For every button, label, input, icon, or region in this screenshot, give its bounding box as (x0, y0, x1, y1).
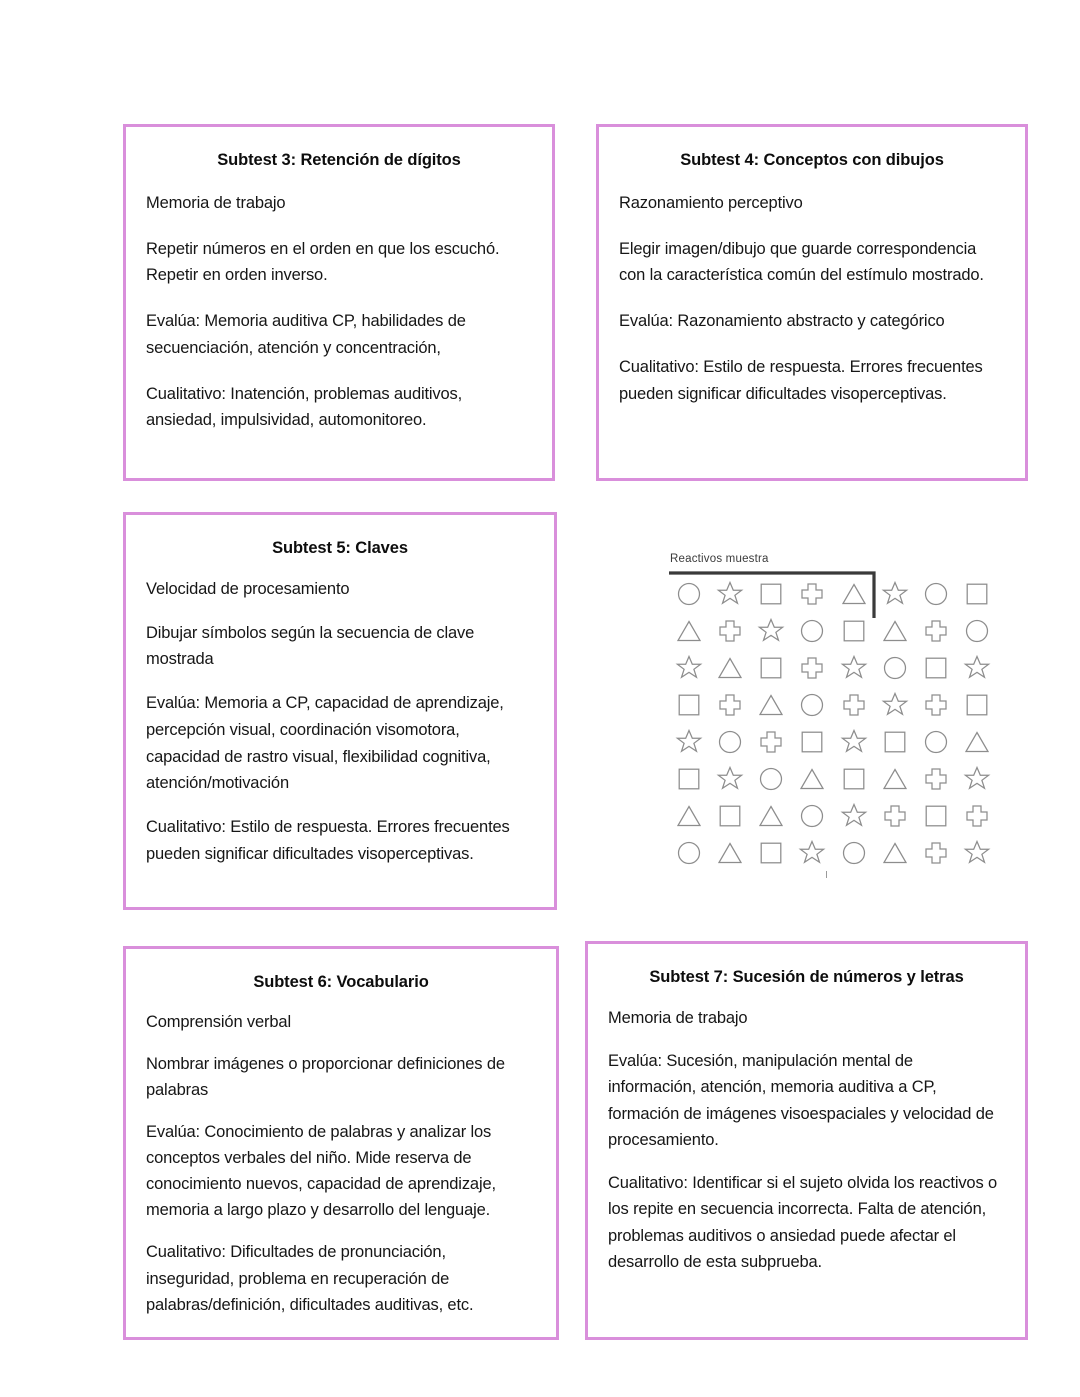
subtest-7-paragraph-1: Memoria de trabajo (608, 1009, 748, 1027)
star-icon (709, 765, 750, 792)
circle-icon (916, 581, 957, 607)
circle-icon (668, 840, 709, 866)
square-icon (957, 581, 998, 607)
cross-icon (916, 692, 957, 718)
subtest-card-3 (123, 124, 555, 481)
star-icon (751, 617, 792, 644)
star-icon (833, 728, 874, 755)
subtest-card-4 (596, 124, 1028, 481)
square-icon (916, 655, 957, 681)
subtest-6-paragraph-3: Evalúa: Conocimiento de palabras y analizar los conceptos verbales del niño. Mide reserva de conocimiento nuevos, capacidad de aprendizaje, memoria a largo plazo y desarrollo del lenguaje. (146, 1123, 496, 1220)
square-icon (709, 803, 750, 829)
cross-icon (874, 803, 915, 829)
subtest-3-paragraph-3: Evalúa: Memoria auditiva CP, habilidades de secuenciación, atención y concentración, (146, 312, 466, 357)
square-icon (916, 803, 957, 829)
cross-icon (957, 803, 998, 829)
symbol-row (668, 649, 998, 686)
triangle-icon (874, 840, 915, 866)
star-icon (957, 839, 998, 866)
triangle-icon (792, 766, 833, 792)
star-icon (957, 654, 998, 681)
star-icon (668, 728, 709, 755)
subtest-3-paragraph-4: Cualitativo: Inatención, problemas auditivos, ansiedad, impulsividad, automonitoreo. (146, 384, 463, 430)
star-icon (874, 691, 915, 718)
triangle-icon (874, 766, 915, 792)
cross-icon (792, 655, 833, 681)
subtest-card-7 (585, 941, 1028, 1340)
grid-tick-mark (826, 871, 827, 878)
cross-icon (916, 840, 957, 866)
subtest-4-paragraph-3: Evalúa: Razonamiento abstracto y categórico (619, 312, 945, 331)
triangle-icon (668, 618, 709, 644)
subtest-3-paragraph-2: Repetir números en el orden en que los escuchó. Repetir en orden inverso. (146, 239, 500, 285)
square-icon (751, 655, 792, 681)
triangle-icon (709, 840, 750, 866)
star-icon (792, 839, 833, 866)
subtest-3-paragraph-1: Memoria de trabajo (146, 194, 286, 212)
circle-icon (792, 692, 833, 718)
subtest-5-title: Subtest 5: Claves (272, 539, 408, 557)
subtest-4-title: Subtest 4: Conceptos con dibujos (680, 151, 944, 169)
triangle-icon (668, 803, 709, 829)
symbol-row (668, 723, 998, 760)
star-icon (833, 654, 874, 681)
triangle-icon (751, 692, 792, 718)
circle-icon (916, 729, 957, 755)
triangle-icon (957, 729, 998, 755)
square-icon (668, 766, 709, 792)
sample-items-label: Reactivos muestra (670, 553, 769, 565)
cross-icon (916, 766, 957, 792)
star-icon (709, 580, 750, 607)
subtest-6-paragraph-4: Cualitativo: Dificultades de pronunciación, inseguridad, problema en recuperación de palabras/definición, dificultades auditivas, etc. (146, 1243, 474, 1314)
triangle-icon (874, 618, 915, 644)
subtest-5-paragraph-2: Dibujar símbolos según la secuencia de clave mostrada (146, 623, 475, 669)
cross-icon (833, 692, 874, 718)
star-icon (668, 654, 709, 681)
square-icon (751, 581, 792, 607)
subtest-4-paragraph-1: Razonamiento perceptivo (619, 194, 803, 212)
subtest-5-paragraph-1: Velocidad de procesamiento (146, 580, 350, 598)
cross-icon (916, 618, 957, 644)
symbol-row (668, 575, 998, 612)
circle-icon (792, 803, 833, 829)
square-icon (751, 840, 792, 866)
subtest-card-6 (123, 946, 559, 1340)
subtest-5-paragraph-4: Cualitativo: Estilo de respuesta. Errores frecuentes pueden significar dificultades visoperceptivas. (146, 818, 510, 863)
square-icon (833, 766, 874, 792)
square-icon (833, 618, 874, 644)
circle-icon (874, 655, 915, 681)
cross-icon (709, 618, 750, 644)
symbol-row (668, 797, 998, 834)
square-icon (792, 729, 833, 755)
symbol-row (668, 834, 998, 871)
symbol-row (668, 612, 998, 649)
square-icon (668, 692, 709, 718)
circle-icon (668, 581, 709, 607)
circle-icon (833, 840, 874, 866)
star-icon (957, 765, 998, 792)
coding-symbol-figure (668, 553, 998, 883)
circle-icon (957, 618, 998, 644)
square-icon (957, 692, 998, 718)
subtest-7-paragraph-2: Evalúa: Sucesión, manipulación mental de información, atención, memoria auditiva a CP, formación de imágenes visoespaciales y velocidad de procesamiento. (608, 1052, 994, 1149)
subtest-4-paragraph-4: Cualitativo: Estilo de respuesta. Errores frecuentes pueden significar dificultades visoperceptivas. (619, 357, 983, 403)
triangle-icon (751, 803, 792, 829)
circle-icon (709, 729, 750, 755)
subtest-6-paragraph-1: Comprensión verbal (146, 1013, 291, 1031)
star-icon (833, 802, 874, 829)
subtest-7-paragraph-3: Cualitativo: Identificar si el sujeto olvida los reactivos o los repite en secuencia incorrecta. Falta de atención, problemas auditivos o ansiedad puede afectar el desarrollo de esta subprueba. (608, 1174, 998, 1271)
subtest-6-title: Subtest 6: Vocabulario (253, 973, 429, 991)
subtest-3-title: Subtest 3: Retención de dígitos (217, 151, 461, 169)
circle-icon (751, 766, 792, 792)
circle-icon (792, 618, 833, 644)
symbol-row (668, 686, 998, 723)
subtest-card-5 (123, 512, 557, 910)
subtest-5-paragraph-3: Evalúa: Memoria a CP, capacidad de aprendizaje, percepción visual, coordinación visomotora, capacidad de rastro visual, flexibilidad cognitiva, atención/motivación (146, 694, 504, 793)
symbol-grid (668, 575, 998, 871)
cross-icon (792, 581, 833, 607)
subtest-6-paragraph-2: Nombrar imágenes o proporcionar definiciones de palabras (146, 1055, 505, 1100)
subtest-4-paragraph-2: Elegir imagen/dibujo que guarde correspondencia con la característica común del estímulo mostrado. (619, 239, 984, 285)
symbol-row (668, 760, 998, 797)
triangle-icon (833, 581, 874, 607)
cross-icon (751, 729, 792, 755)
square-icon (874, 729, 915, 755)
star-icon (874, 580, 915, 607)
triangle-icon (709, 655, 750, 681)
subtest-7-title: Subtest 7: Sucesión de números y letras (649, 968, 964, 986)
cross-icon (709, 692, 750, 718)
